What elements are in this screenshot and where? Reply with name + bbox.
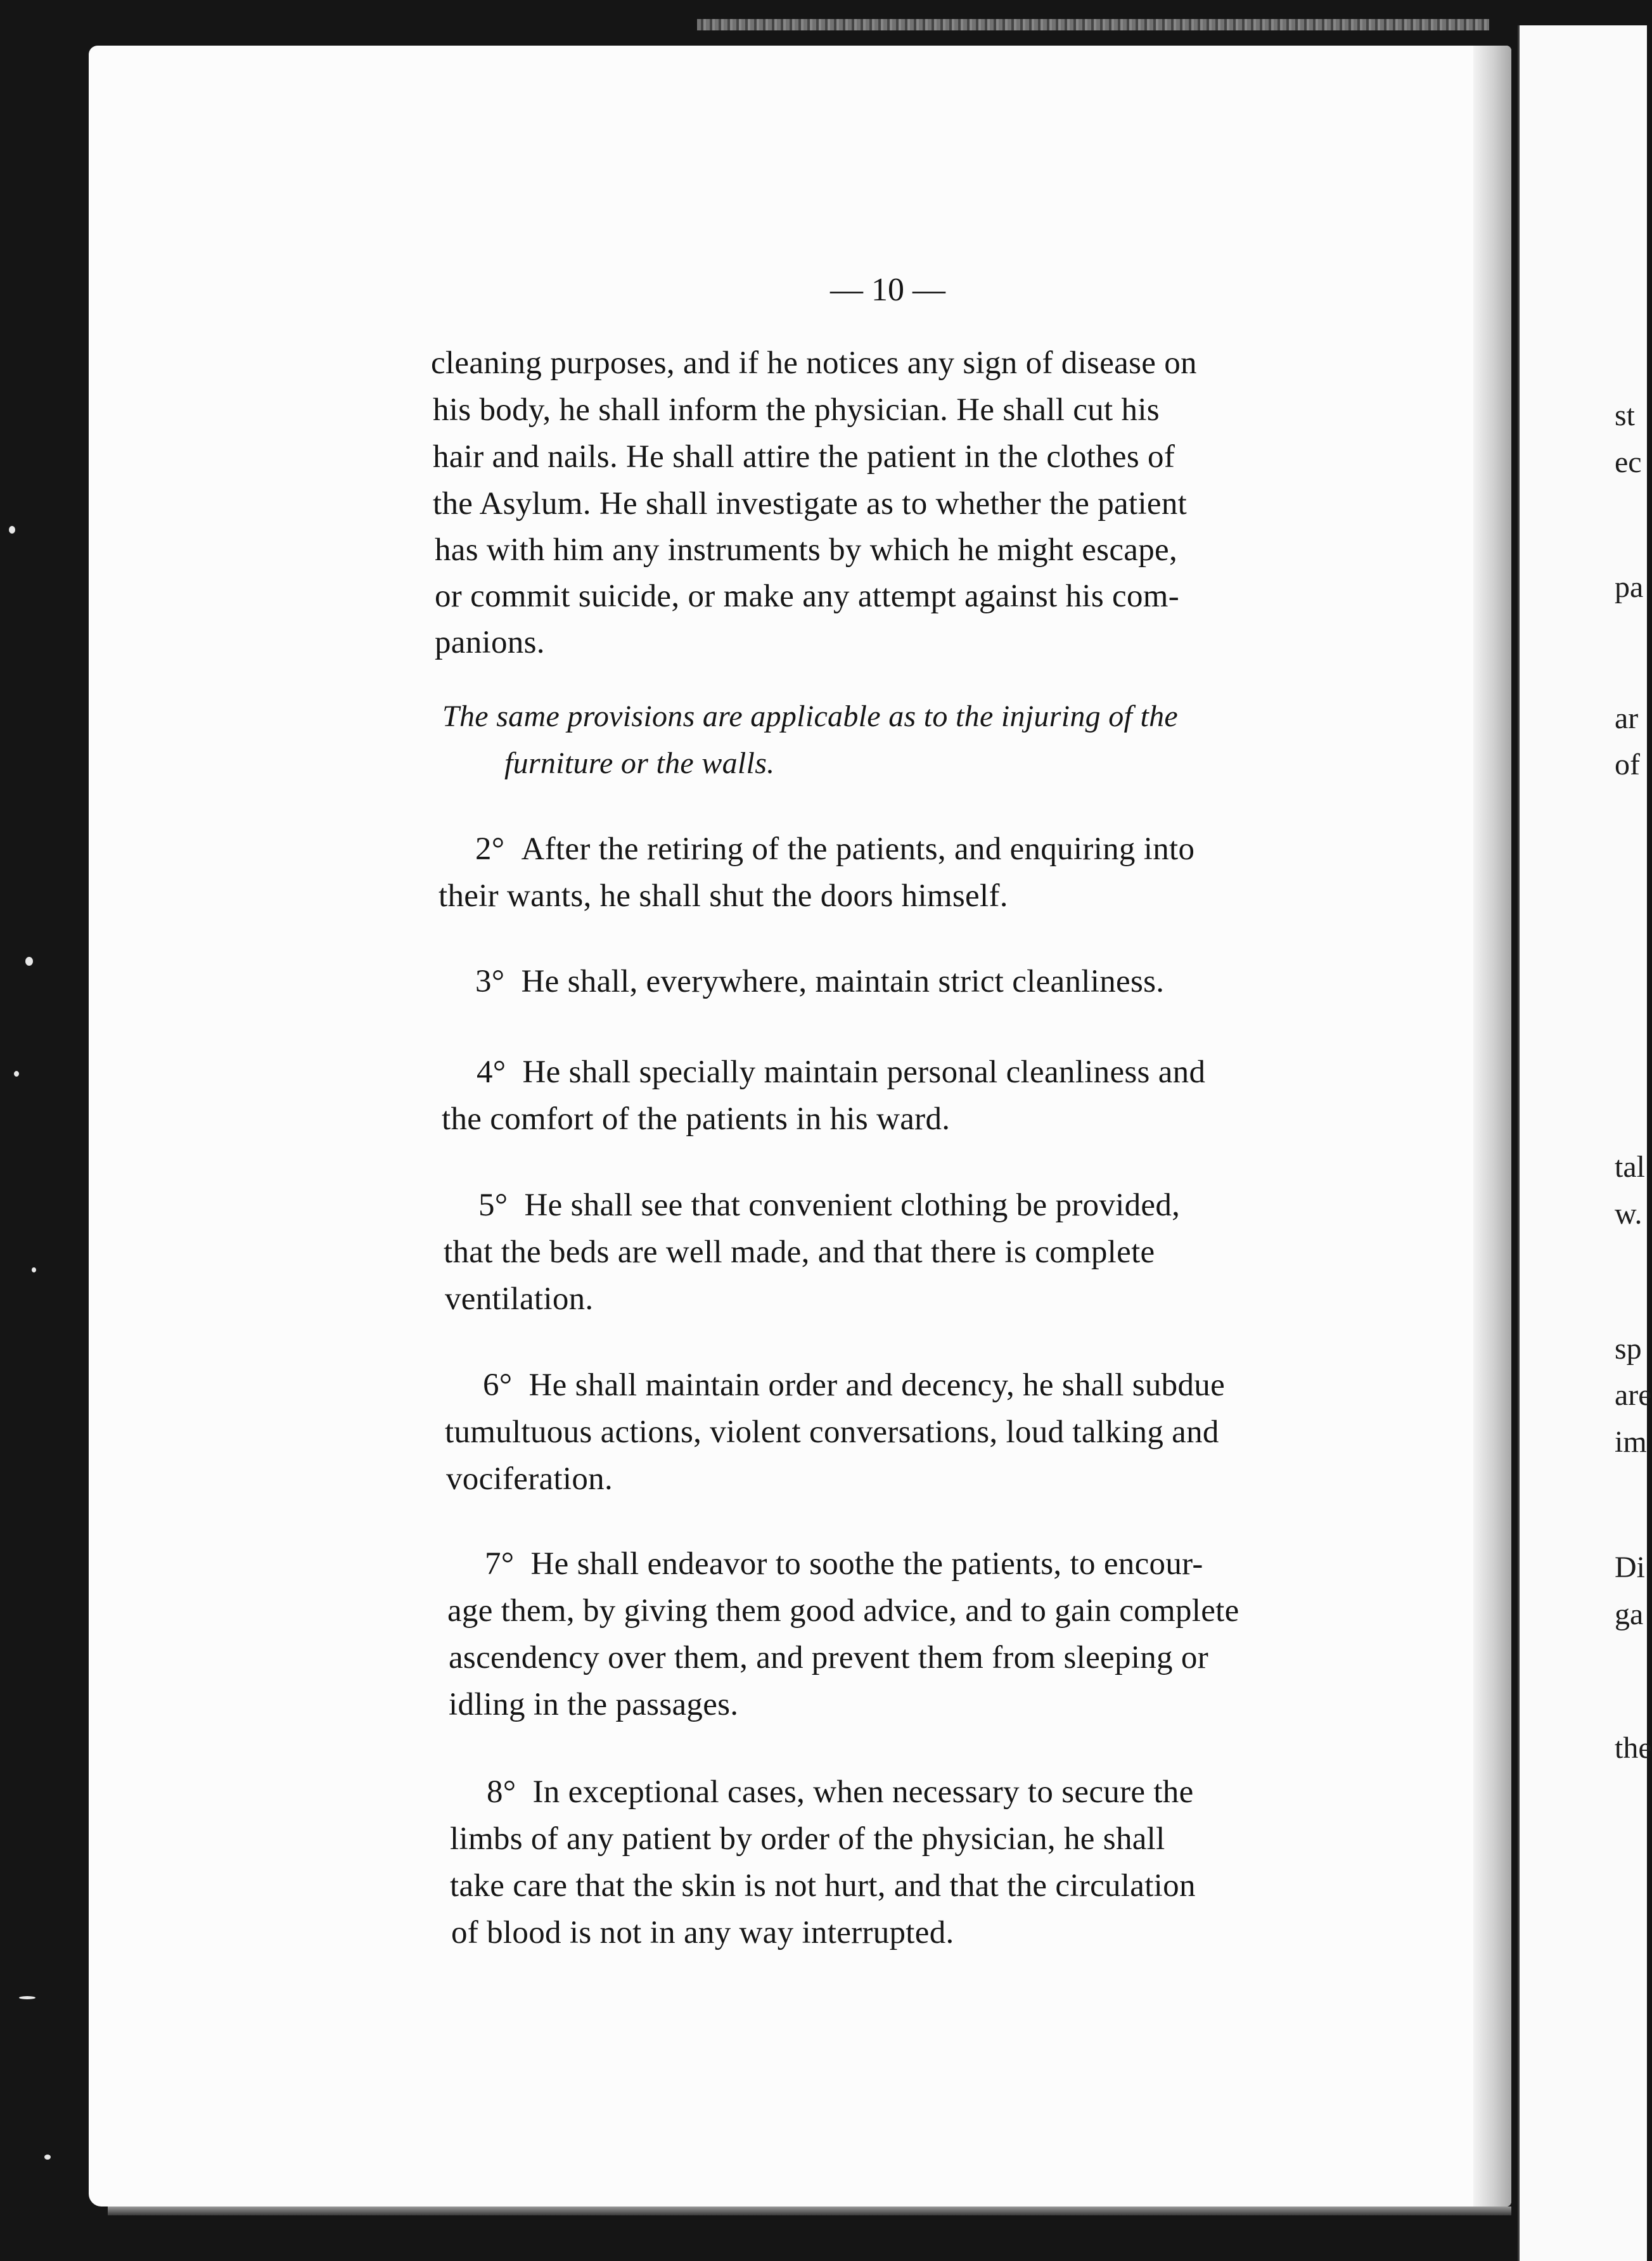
item-3-first-line bbox=[475, 966, 1164, 998]
italic-note-line: The same provisions are applicable as to the injuring of the bbox=[442, 700, 1179, 733]
facing-page-fragment: are bbox=[1615, 1378, 1652, 1412]
item-2-first-line bbox=[475, 833, 1194, 866]
facing-page-fragment: st bbox=[1615, 399, 1636, 432]
facing-page-fragment: ar bbox=[1615, 701, 1639, 735]
text-line: vociferation. bbox=[446, 1461, 613, 1497]
italic-note-line: furniture or the walls. bbox=[504, 746, 775, 780]
item-number: 6° bbox=[483, 1367, 513, 1403]
item-number: 8° bbox=[487, 1774, 516, 1810]
page-fold-shadow bbox=[1473, 46, 1511, 2207]
text-line: panions. bbox=[435, 625, 545, 660]
text-line: or commit suicide, or make any attempt against his com- bbox=[435, 579, 1180, 614]
facing-page-fragment: pa bbox=[1615, 570, 1644, 604]
facing-page-fragment: of bbox=[1615, 748, 1640, 781]
text-line: tumultuous actions, violent conversations, loud talking and bbox=[445, 1414, 1219, 1450]
scan-speck bbox=[9, 526, 15, 534]
item-7-first-line bbox=[485, 1548, 1203, 1580]
text-line: cleaning purposes, and if he notices any sign of disease on bbox=[431, 345, 1197, 381]
text-line: He shall maintain order and decency, he shall subdue bbox=[528, 1367, 1226, 1403]
item-6-first-line bbox=[483, 1369, 1225, 1402]
facing-page-fragment: sp bbox=[1615, 1332, 1642, 1366]
item-5-first-line bbox=[478, 1189, 1180, 1222]
text-line: He shall specially maintain personal cleanliness and bbox=[522, 1054, 1206, 1090]
page-bottom-shadow bbox=[108, 2207, 1511, 2215]
facing-page-fragment: w. bbox=[1615, 1197, 1642, 1231]
item-number: 5° bbox=[478, 1188, 508, 1223]
text-line: the Asylum. He shall investigate as to whether the patient bbox=[433, 486, 1188, 522]
facing-page-fragment: tal bbox=[1615, 1150, 1645, 1184]
text-line: limbs of any patient by order of the physician, he shall bbox=[450, 1821, 1165, 1857]
facing-page-edge bbox=[1518, 25, 1647, 2261]
facing-page-fragment: im bbox=[1615, 1425, 1647, 1459]
item-number: 2° bbox=[475, 831, 505, 867]
scan-speck bbox=[32, 1267, 36, 1272]
text-line: hair and nails. He shall attire the patient in the clothes of bbox=[433, 439, 1175, 475]
item-number: 7° bbox=[485, 1546, 515, 1582]
item-number: 3° bbox=[475, 964, 505, 999]
text-line: idling in the passages. bbox=[449, 1687, 739, 1722]
item-number: 4° bbox=[477, 1054, 506, 1090]
text-line: In exceptional cases, when necessary to secure the bbox=[532, 1774, 1194, 1810]
text-line: ventilation. bbox=[445, 1281, 594, 1317]
facing-page-fragment: ec bbox=[1615, 445, 1642, 479]
scan-speck bbox=[14, 1071, 19, 1077]
item-8-first-line bbox=[487, 1776, 1194, 1809]
text-line: has with him any instruments by which he might escape, bbox=[435, 532, 1177, 568]
scan-speck bbox=[25, 957, 33, 966]
scan-speck bbox=[19, 1996, 35, 1999]
text-line: He shall endeavor to soothe the patients, to encour- bbox=[530, 1546, 1203, 1582]
text-line: He shall see that convenient clothing be provided, bbox=[524, 1188, 1181, 1223]
text-line: age them, by giving them good advice, and to gain complete bbox=[447, 1593, 1239, 1629]
text-line: ascendency over them, and prevent them from sleeping or bbox=[449, 1640, 1208, 1675]
facing-page-fragment: the bbox=[1615, 1731, 1652, 1765]
text-line: the comfort of the patients in his ward. bbox=[442, 1101, 951, 1137]
text-line: He shall, everywhere, maintain strict cleanliness. bbox=[521, 964, 1165, 999]
text-line: their wants, he shall shut the doors himself. bbox=[439, 878, 1008, 914]
text-line: After the retiring of the patients, and enquiring into bbox=[521, 831, 1195, 867]
text-line: of blood is not in any way interrupted. bbox=[451, 1915, 954, 1950]
item-4-first-line bbox=[477, 1056, 1205, 1089]
scan-speck bbox=[44, 2155, 51, 2160]
facing-page-fragment: Di bbox=[1615, 1551, 1645, 1584]
facing-page-fragment: ga bbox=[1615, 1598, 1644, 1631]
scan-top-edge bbox=[697, 19, 1489, 30]
text-line: his body, he shall inform the physician. He shall cut his bbox=[433, 392, 1160, 428]
text-line: take care that the skin is not hurt, and that the circulation bbox=[450, 1868, 1196, 1904]
page-number: — 10 — bbox=[830, 272, 945, 308]
text-line: that the beds are well made, and that there is complete bbox=[444, 1234, 1155, 1270]
